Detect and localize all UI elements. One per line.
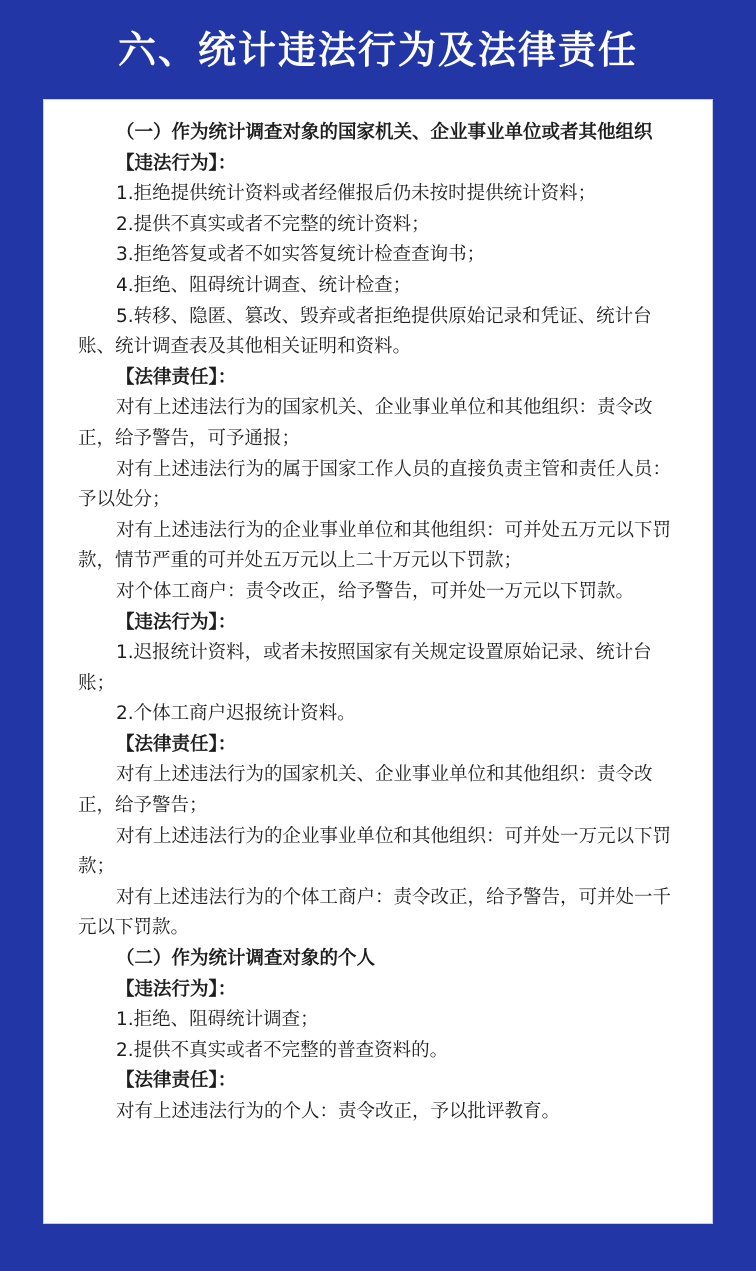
list-item: 3.拒绝答复或者不如实答复统计检查查询书；	[116, 244, 486, 266]
violation-label: 【违法行为】：	[116, 152, 237, 174]
paragraph: 对有上述违法行为的属于国家工作人员的直接负责主管和责任人员：予以处分；	[78, 458, 672, 511]
liability-label: 【法律责任】：	[116, 733, 237, 755]
paragraph: 对个体工商户：责令改正，给予警告，可并处一万元以下罚款。	[116, 580, 635, 602]
paragraph: 对有上述违法行为的企业事业单位和其他组织：可并处五万元以下罚款，情节严重的可并处五万元以上二十万元以下罚款；	[78, 519, 672, 572]
paragraph: 对有上述违法行为的国家机关、企业事业单位和其他组织：责令改正，给予警告，可予通报；	[78, 397, 653, 449]
list-item: 1.迟报统计资料，或者未按照国家有关规定设置原始记录、统计台账；	[78, 642, 652, 694]
paragraph: 对有上述违法行为的个人：责令改正，予以批评教育。	[116, 1101, 561, 1122]
violation-label: 【违法行为】：	[116, 978, 237, 1000]
list-item: 1.拒绝、阻碍统计调查；	[116, 1009, 319, 1031]
list-item: 5.转移、隐匿、篡改、毁弃或者拒绝提供原始记录和凭证、统计台账、统计调查表及其他相关证明和资料。	[78, 305, 652, 358]
paragraph: 对有上述违法行为的个体工商户：责令改正，给予警告，可并处一千元以下罚款。	[78, 886, 672, 939]
section-heading: （一）作为统计调查对象的国家机关、企业事业单位或者其他组织	[116, 122, 653, 143]
list-item: 4.拒绝、阻碍统计调查、统计检查；	[116, 274, 412, 296]
violation-label: 【违法行为】：	[116, 611, 237, 633]
list-item: 2.个体工商户迟报统计资料。	[116, 703, 356, 725]
section-heading: （二）作为统计调查对象的个人	[116, 948, 376, 970]
list-item: 1.拒绝提供统计资料或者经催报后仍未按时提供统计资料；	[116, 183, 597, 205]
list-item: 2.提供不真实或者不完整的统计资料；	[116, 213, 430, 235]
paragraph: 对有上述违法行为的企业事业单位和其他组织：可并处一万元以下罚款；	[78, 825, 672, 878]
list-item: 2.提供不真实或者不完整的普查资料的。	[116, 1039, 449, 1061]
liability-label: 【法律责任】：	[116, 1070, 237, 1092]
content-panel	[43, 99, 713, 1224]
liability-label: 【法律责任】：	[116, 366, 237, 388]
page-title: 六、统计违法行为及法律责任	[117, 28, 638, 72]
paragraph: 对有上述违法行为的国家机关、企业事业单位和其他组织：责令改正，给予警告；	[78, 764, 653, 817]
